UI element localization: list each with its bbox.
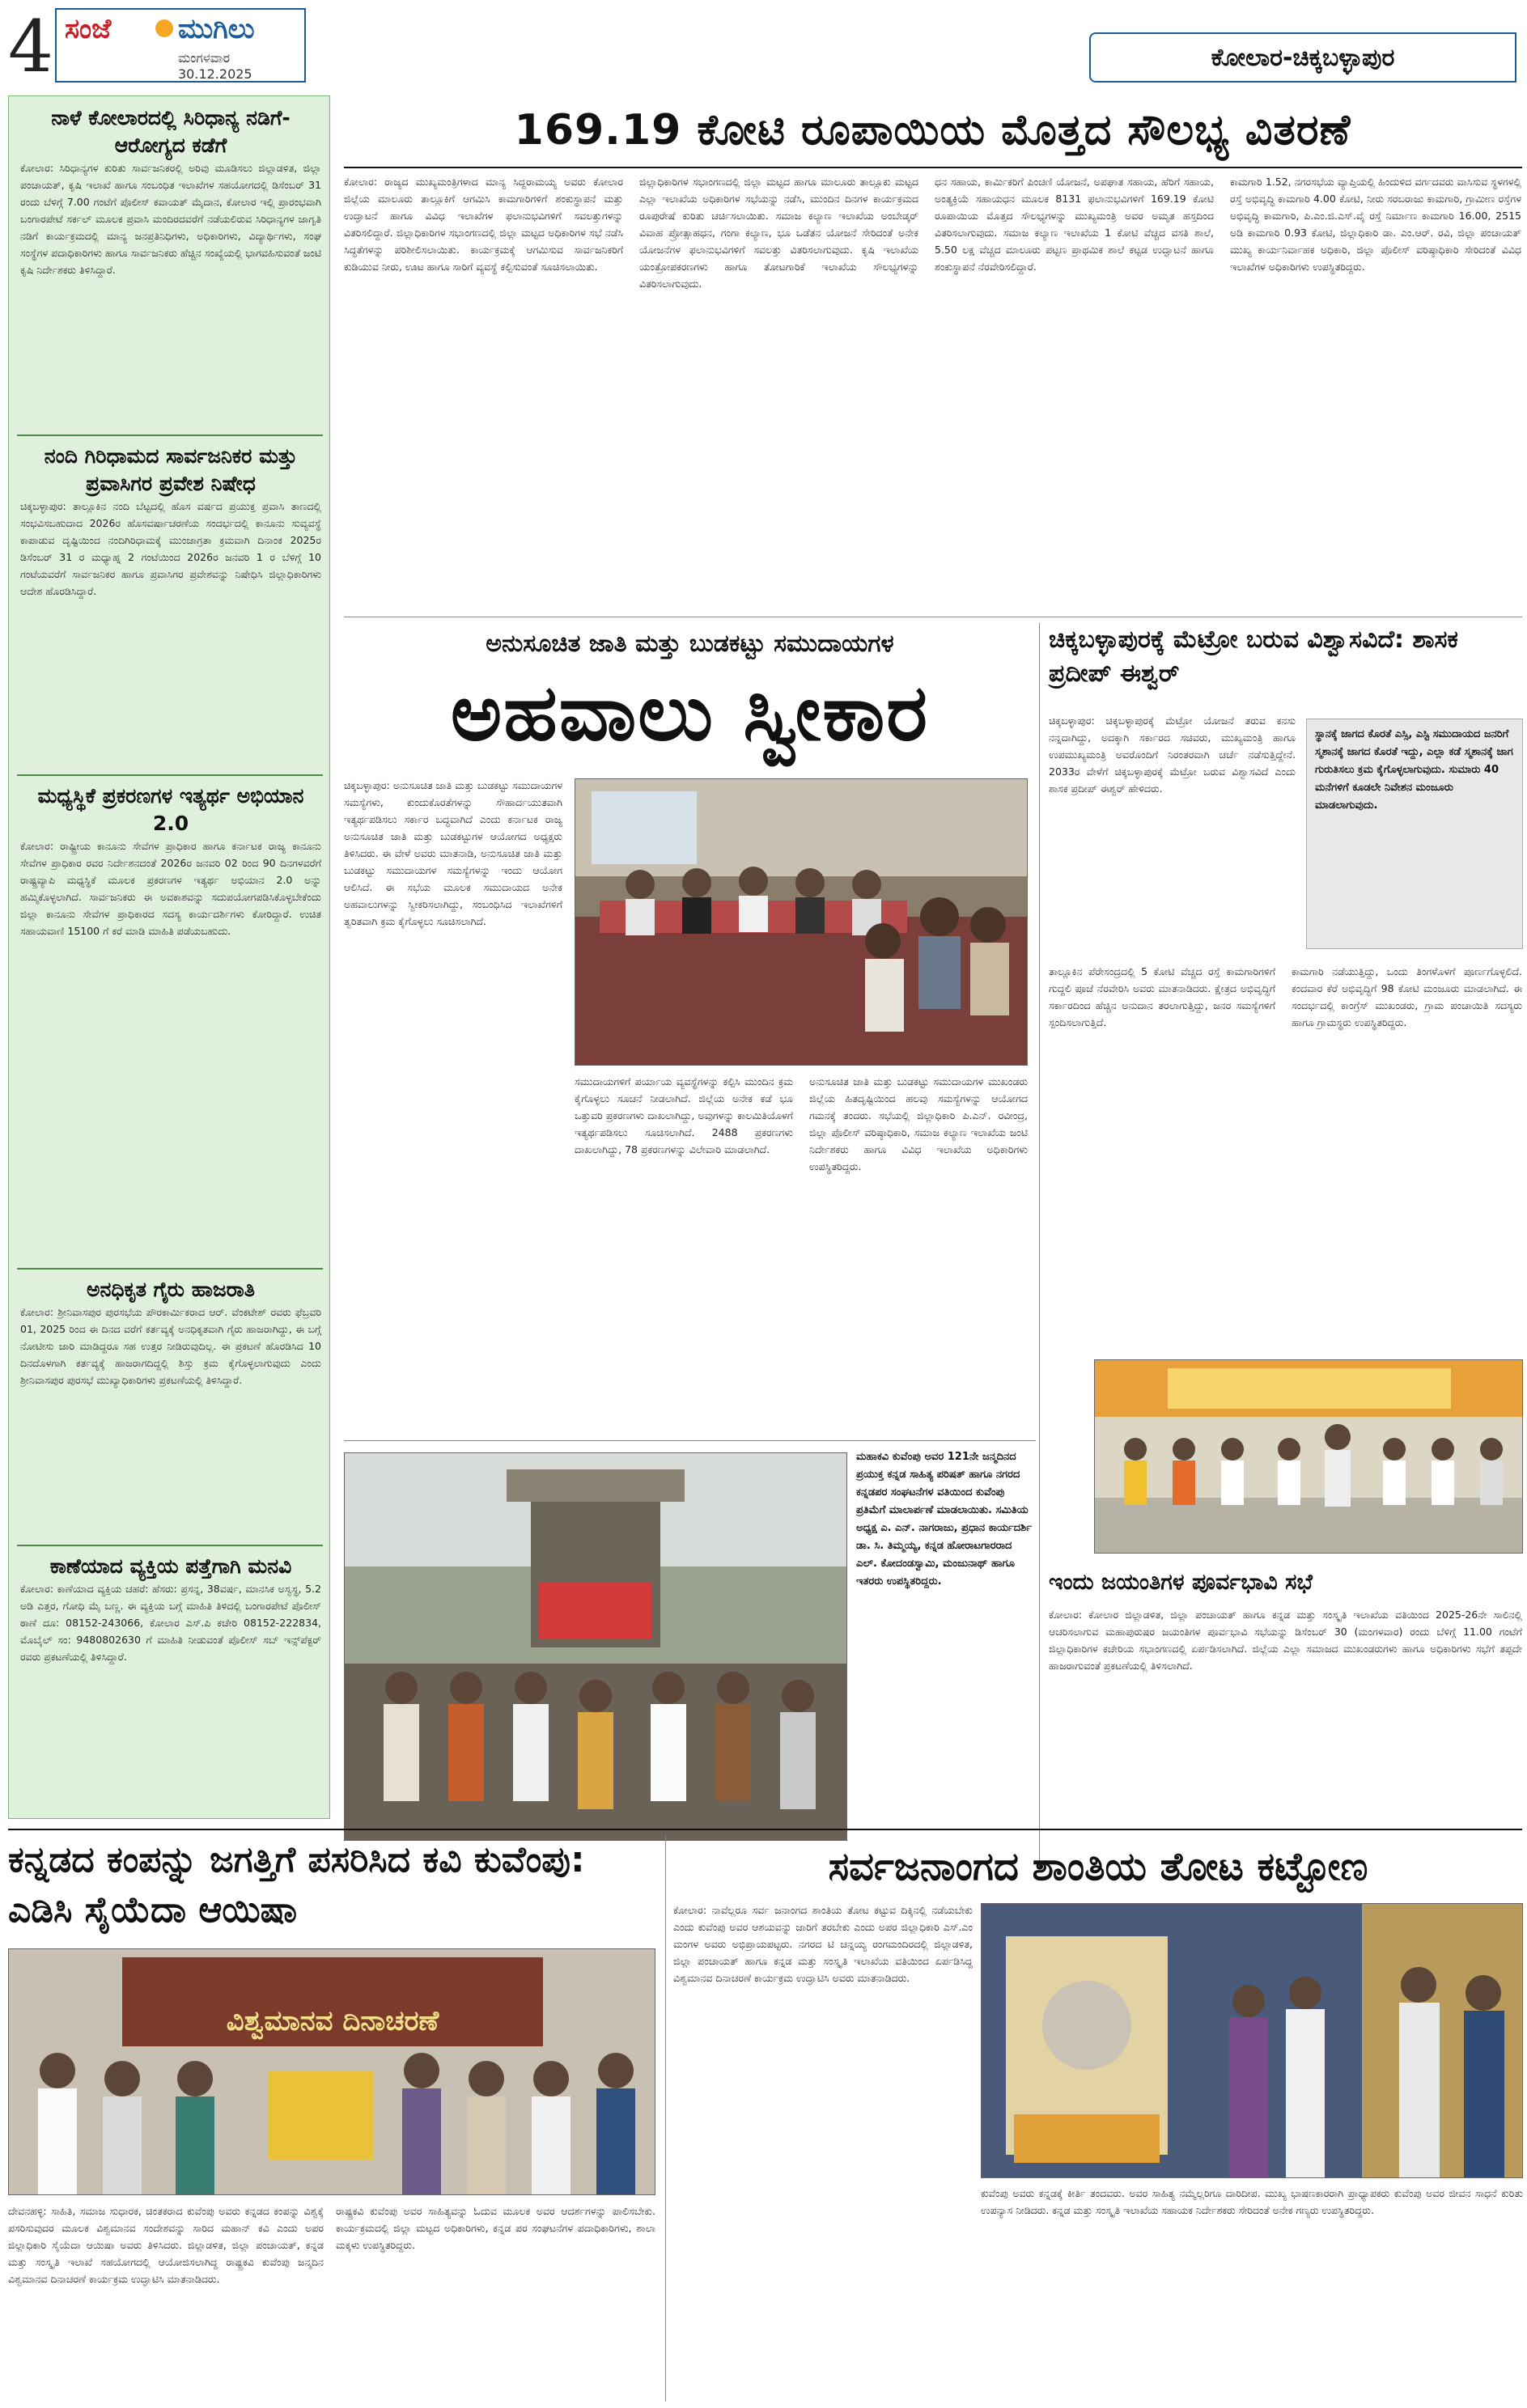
kuvempu-photo-caption: ಮಹಾಕವಿ ಕುವೆಂಪು ಅವರ 121ನೇ ಜನ್ಮದಿನದ ಪ್ರಯುಕ್ತ ಕನ್ನಡ ಸಾಹಿತ್ಯ ಪರಿಷತ್ ಹಾಗೂ ನಗರದ ಕನ್ನಡಪರ ಸಂಘಟನೆಗಳ ವತಿಯಿಂದ ಕುವೆಂಪು ಪ್ರತಿಮೆಗೆ ಮಾಲಾರ್ಪಣೆ ಮಾಡಲಾಯಿತು. ಸಮಿತಿಯ ಅಧ್ಯಕ್ಷ ಎ. ಎನ್. ನಾಗರಾಜು, ಪ್ರಧಾನ ಕಾರ್ಯದರ್ಶಿ ಡಾ. ಸಿ. ತಿಮ್ಮಯ್ಯ, ಕನ್ನಡ ಹೋರಾಟಗಾರರಾದ ಎಲ್. ಕೋದಂಡಸ್ವಾಮಿ, ಮಂಜುನಾಥ್ ಹಾಗೂ ಇತರರು ಉಪಸ್ಥಿತರಿದ್ದರು. [856, 1451, 1033, 1588]
metro-headline: ಚಿಕ್ಕಬಳ್ಳಾಪುರಕ್ಕೆ ಮೆಟ್ರೋ ಬರುವ ವಿಶ್ವಾಸವಿದೆ: ಶಾಸಕ ಪ್ರದೀಪ್ ಈಶ್ವರ್ [1049, 625, 1458, 688]
banner-text: ವಿಶ್ವಮಾನವ ದಿನಾಚರಣೆ [226, 2005, 439, 2037]
metro-body-3: ಕಾಮಗಾರಿ ನಡೆಯುತ್ತಿದ್ದು, ಒಂದು ತಿಂಗಳೊಳಗೆ ಪೂರ್ಣಗೊಳ್ಳಲಿದೆ. ಕಂದವಾರ ಕೆರೆ ಅಭಿವೃದ್ಧಿಗೆ 98 ಕೋಟಿ ಮಂಜೂರು ಮಾಡಲಾಗಿದೆ. ಈ ಸಂದರ್ಭದಲ್ಲಿ ಕಾಂಗ್ರೆಸ್ ಮುಖಂಡರು, ಗ್ರಾಮ ಪಂಚಾಯಿತಿ ಸದಸ್ಯರು ಹಾಗೂ ಗ್ರಾಮಸ್ಥರು ಉಪಸ್ಥಿತರಿದ್ದರು. [1292, 965, 1522, 1028]
jayanti-headline: ಇಂದು ಜಯಂತಿಗಳ ಪೂರ್ವಭಾವಿ ಸಭೆ [1049, 1570, 1313, 1595]
issue-date: 30.12.2025 [178, 66, 252, 82]
page-number: 4 [8, 5, 53, 88]
scst-kicker: ಅನುಸೂಚಿತ ಜಾತಿ ಮತ್ತು ಬುಡಕಟ್ಟು ಸಮುದಾಯಗಳ [486, 630, 894, 658]
brief-title: ಅನಧಿಕೃತ ಗೈರು ಹಾಜರಾತಿ [87, 1278, 255, 1301]
brief-title: ನಂದಿ ಗಿರಿಧಾಮದ ಸಾರ್ವಜನಿಕರ ಮತ್ತು ಪ್ರವಾಸಿಗರ ಪ್ರವೇಶ ನಿಷೇಧ [44, 444, 298, 495]
briefs-column [8, 95, 330, 1819]
divider [17, 435, 323, 436]
divider [1039, 623, 1040, 1861]
brief-title: ಕಾಣೆಯಾದ ವ್ಯಕ್ತಿಯ ಪತ್ತೆಗಾಗಿ ಮನವಿ [49, 1554, 292, 1578]
divider [17, 1268, 323, 1270]
brief-body: ಕೋಲಾರ: ಕಾಣೆಯಾದ ವ್ಯಕ್ತಿಯ ಚಹರೆ: ಹೆಸರು: ಪ್ರಸನ್ನ, 38ವರ್ಷ, ಮಾನಸಿಕ ಅಸ್ವಸ್ಥ, 5.2 ಅಡಿ ಎತ್ತರ, ಗೋಧಿ ಮೈ ಬಣ್ಣ. ಈ ವ್ಯಕ್ತಿಯ ಬಗ್ಗೆ ಮಾಹಿತಿ ತಿಳಿದಲ್ಲಿ ಬಂಗಾರಪೇಟೆ ಪೊಲೀಸ್ ಠಾಣೆ ದೂ: 08152-243066, ಕೋಲಾರ ಎಸ್.ಪಿ ಕಚೇರಿ 08152-222834, ಮೊಬೈಲ್ ಸಂ: 9480802630 ಗೆ ಮಾಹಿತಿ ನೀಡುವಂತೆ ಪೊಲೀಸ್ ಸಬ್ ಇನ್ಸ್‌ಪೆಕ್ಟರ್ ರವರು ಪ್ರಕಟಣೆಯಲ್ಲಿ ತಿಳಿಸಿದ್ದಾರೆ. [20, 1583, 321, 1663]
garden-body-1: ಕೋಲಾರ: ನಾವೆಲ್ಲರೂ ಸರ್ವ ಜನಾಂಗದ ಶಾಂತಿಯ ತೋಟ ಕಟ್ಟುವ ದಿಕ್ಕಿನಲ್ಲಿ ನಡೆಯಬೇಕು ಎಂದು ಕುವೆಂಪು ಅವರ ಆಶಯವನ್ನು ಜಾರಿಗೆ ತರಬೇಕು ಎಂದು ಅಪರ ಜಿಲ್ಲಾಧಿಕಾರಿ ಎಸ್.ಎಂ ಮಂಗಳ ಅವರು ಅಭಿಪ್ರಾಯಪಟ್ಟರು. ನಗರದ ಟಿ ಚನ್ನಯ್ಯ ರಂಗಮಂದಿರದಲ್ಲಿ ಜಿಲ್ಲಾಡಳಿತ, ಜಿಲ್ಲಾ ಪಂಚಾಯತ್ ಹಾಗೂ ಕನ್ನಡ ಮತ್ತು ಸಂಸ್ಕೃತಿ ಇಲಾಖೆಯ ವತಿಯಿಂದ ಏರ್ಪಡಿಸಿದ್ದ ವಿಶ್ವಮಾನವ ದಿನಾಚರಣೆ ಕಾರ್ಯಕ್ರಮ ಉದ್ಘಾಟಿಸಿ ಅವರು ಮಾತನಾಡಿದರು. [673, 1904, 973, 1984]
kuvempu-portrait-photo [981, 1903, 1523, 2178]
metro-body-1: ಚಿಕ್ಕಬಳ್ಳಾಪುರ: ಚಿಕ್ಕಬಳ್ಳಾಪುರಕ್ಕೆ ಮೆಟ್ರೋ ಯೋಜನೆ ತರುವ ಕನಸು ನನ್ನದಾಗಿದ್ದು, ಅದಕ್ಕಾಗಿ ಸರ್ಕಾರದ ಸಚಿವರು, ಮುಖ್ಯಮಂತ್ರಿ ಹಾಗೂ ಉಪಮುಖ್ಯಮಂತ್ರಿ ಅವರೊಂದಿಗೆ ನಿರಂತರವಾಗಿ ಚರ್ಚೆ ನಡೆಸುತ್ತಿದ್ದೇನೆ. 2033ರ ವೇಳೆಗೆ ಚಿಕ್ಕಬಳ್ಳಾಪುರಕ್ಕೆ ಮೆಟ್ರೋ ಬರುವ ವಿಶ್ವಾಸವಿದೆ ಎಂದು ಶಾಸಕ ಪ್ರದೀಪ್ ಈಶ್ವರ್ ಹೇಳಿದರು. [1049, 714, 1296, 795]
divider [665, 1835, 666, 2402]
kuvempu-adc-body-1: ದೇವನಹಳ್ಳಿ: ಸಾಹಿತಿ, ಸಮಾಜ ಸುಧಾರಕ, ಚಿಂತಕರಾದ ಕುವೆಂಪು ಅವರು ಕನ್ನಡದ ಕಂಪನ್ನು ವಿಶ್ವಕ್ಕೆ ಪಸರಿಸುವುದರ ಮೂಲಕ ವಿಶ್ವಮಾನವ ಸಂದೇಶವನ್ನು ಸಾರಿದ ಮಹಾನ್ ಕವಿ ಎಂದು ಅಪರ ಜಿಲ್ಲಾಧಿಕಾರಿ ಸೈಯೆದಾ ಆಯಿಷಾ ಅವರು ತಿಳಿಸಿದರು. ಜಿಲ್ಲಾಡಳಿತ, ಜಿಲ್ಲಾ ಪಂಚಾಯತ್, ಕನ್ನಡ ಮತ್ತು ಸಂಸ್ಕೃತಿ ಇಲಾಖೆ ಸಹಯೋಗದಲ್ಲಿ ಆಯೋಜಿಸಲಾಗಿದ್ದ ರಾಷ್ಟ್ರಕವಿ ಕುವೆಂಪು ಜನ್ಮದಿನ ವಿಶ್ವಮಾನವ ದಿನಾಚರಣೆ ಕಾರ್ಯಕ್ರಮ ಉದ್ಘಾಟಿಸಿ ಮಾತನಾಡಿದರು. [8, 2205, 324, 2285]
lead-col-4: ಕಾಮಗಾರಿ 1.52, ನಗರಸಭೆಯ ವ್ಯಾಪ್ತಿಯಲ್ಲಿ ಹಿಂದುಳಿದ ವರ್ಗದವರು ವಾಸಿಸುವ ಸ್ಥಳಗಳಲ್ಲಿ ರಸ್ತೆ ಅಭಿವೃದ್ಧಿ ಕಾಮಗಾರಿ 4.00 ಕೋಟಿ, ನೀರು ಸರಬರಾಜು ಕಾಮಗಾರಿ, ಗ್ರಾಮೀಣ ರಸ್ತೆಗಳ ಅಭಿವೃದ್ಧಿ ಕಾಮಗಾರಿ, ಪಿ.ಎಂ.ಜಿ.ಎಸ್.ವೈ ರಸ್ತೆ ನಿರ್ಮಾಣ ಕಾಮಗಾರಿ 16.00, 2515 ಅಡಿ ಕಾಮಗಾರಿ 0.93 ಕೋಟಿ, ಜಿಲ್ಲಾಧಿಕಾರಿ ಡಾ. ಎಂ.ಆರ್. ರವಿ, ಜಿಲ್ಲಾ ಪಂಚಾಯತ್ ಮುಖ್ಯ ಕಾರ್ಯನಿರ್ವಾಹಕ ಅಧಿಕಾರಿ, ಜಿಲ್ಲಾ ಪೊಲೀಸ್ ವರಿಷ್ಠಾಧಿಕಾರಿ ಸೇರಿದಂತೆ ವಿವಿಧ ಇಲಾಖೆಗಳ ಅಧಿಕಾರಿಗಳು ಉಪಸ್ಥಿತರಿದ್ದರು. [1230, 176, 1521, 273]
lead-col-1: ಕೋಲಾರ: ರಾಜ್ಯದ ಮುಖ್ಯಮಂತ್ರಿಗಳಾದ ಮಾನ್ಯ ಸಿದ್ದರಾಮಯ್ಯ ಅವರು ಕೋಲಾರ ಜಿಲ್ಲೆಯ ಮಾಲೂರು ತಾಲ್ಲೂಕಿಗೆ ಆಗಮಿಸಿ ಕಾಮಗಾರಿಗಳಿಗೆ ಶಂಕುಸ್ಥಾಪನೆ ಮತ್ತು ಉದ್ಘಾಟನೆ ಹಾಗೂ ವಿವಿಧ ಇಲಾಖೆಗಳ ಫಲಾನುಭವಿಗಳಿಗೆ ಸವಲತ್ತುಗಳನ್ನು ವಿತರಿಸಲಿದ್ದಾರೆ. ಜಿಲ್ಲಾಧಿಕಾರಿಗಳ ಸಭಾಂಗಣದಲ್ಲಿ ಜಿಲ್ಲಾ ಮಟ್ಟದ ಅಧಿಕಾರಿಗಳ ಸಭೆ ನಡೆಸಿ ಸಿದ್ಧತೆಗಳನ್ನು ಪರಿಶೀಲಿಸಲಾಯಿತು. ಕಾರ್ಯಕ್ರಮಕ್ಕೆ ಆಗಮಿಸುವ ಸಾರ್ವಜನಿಕರಿಗೆ ಕುಡಿಯುವ ನೀರು, ಊಟ ಹಾಗೂ ಸಾರಿಗೆ ವ್ಯವಸ್ಥೆ ಕಲ್ಪಿಸುವಂತೆ ಸೂಚಿಸಲಾಯಿತು. [344, 176, 623, 273]
divider [8, 1829, 1522, 1830]
issue-weekday: ಮಂಗಳವಾರ [178, 50, 231, 66]
brief-item [20, 782, 321, 1258]
brief-body: ಕೋಲಾರ: ಶ್ರೀನಿವಾಸಪುರ ಪುರಸಭೆಯ ಪೌರಕಾರ್ಮಿಕರಾದ ಆರ್. ವೆಂಕಟೇಶ್ ರವರು ಫೆಬ್ರವರಿ 01, 2025 ರಿಂದ ಈ ದಿನದ ವರೆಗೆ ಕರ್ತವ್ಯಕ್ಕೆ ಅನಧಿಕೃತವಾಗಿ ಗೈರು ಹಾಜರಾಗಿದ್ದು, ಈ ಬಗ್ಗೆ ನೋಟೀಸು ಜಾರಿ ಮಾಡಿದ್ದರೂ ಸಹ ಉತ್ತರ ನೀಡಿರುವುದಿಲ್ಲ. ಈ ಪ್ರಕಟಣೆ ಹೊರಡಿಸಿದ 10 ದಿನದೊಳಗಾಗಿ ಕರ್ತವ್ಯಕ್ಕೆ ಹಾಜರಾಗದಿದ್ದಲ್ಲಿ ಶಿಸ್ತು ಕ್ರಮ ಕೈಗೊಳ್ಳಲಾಗುವುದು ಎಂದು ಶ್ರೀನಿವಾಸಪುರ ಪುರಸಭೆ ಮುಖ್ಯಾಧಿಕಾರಿಗಳು ಪ್ರಕಟಣೆಯಲ್ಲಿ ತಿಳಿಸಿದ್ದಾರೆ. [20, 1306, 321, 1386]
sun-icon [155, 19, 173, 37]
lead-col-2: ಜಿಲ್ಲಾಧಿಕಾರಿಗಳ ಸಭಾಂಗಣದಲ್ಲಿ ಜಿಲ್ಲಾ ಮಟ್ಟದ ಹಾಗೂ ಮಾಲೂರು ತಾಲ್ಲೂಕು ಮಟ್ಟದ ಎಲ್ಲಾ ಇಲಾಖೆಯ ಅಧಿಕಾರಿಗಳ ಸಭೆಯನ್ನು ನಡೆಸಿ, ಮುಂದಿನ ದಿನಗಳ ಕಾರ್ಯಕ್ರಮದ ರೂಪುರೇಷೆ ಕುರಿತು ಚರ್ಚಿಸಲಾಯಿತು. ಸಮಾಜ ಕಲ್ಯಾಣ ಇಲಾಖೆಯ ಅಂಬೇಡ್ಕರ್ ವಿವಾಹ ಪ್ರೋತ್ಸಾಹಧನ, ಗಂಗಾ ಕಲ್ಯಾಣ, ಭೂ ಒಡೆತನ ಯೋಜನೆ ಸೇರಿದಂತೆ ಅನೇಕ ಯೋಜನೆಗಳ ಫಲಾನುಭವಿಗಳಿಗೆ ಸವಲತ್ತು ವಿತರಿಸಲಾಗುವುದು. ಕೃಷಿ ಇಲಾಖೆಯ ಯಂತ್ರೋಪಕರಣಗಳು ಹಾಗೂ ತೋಟಗಾರಿಕೆ ಇಲಾಖೆಯ ಸೌಲಭ್ಯಗಳನ್ನು ವಿತರಿಸಲಾಗುವುದು. [639, 176, 918, 290]
brief-item [20, 443, 321, 765]
section-tag: ಕೋಲಾರ-ಚಿಕ್ಕಬಳ್ಳಾಪುರ [1089, 32, 1516, 83]
brief-title: ನಾಳೆ ಕೋಲಾರದಲ್ಲಿ ಸಿರಿಧಾನ್ಯ ನಡಿಗೆ-ಆರೋಗ್ಯದ ಕಡೆಗೆ [51, 106, 291, 157]
divider [17, 774, 323, 776]
meeting-photo [575, 778, 1028, 1066]
scst-body-2: ಸಮುದಾಯಗಳಿಗೆ ಪರ್ಯಾಯ ವ್ಯವಸ್ಥೆಗಳನ್ನು ಕಲ್ಪಿಸಿ ಮುಂದಿನ ಕ್ರಮ ಕೈಗೊಳ್ಳಲು ಸೂಚನೆ ನೀಡಲಾಗಿದೆ. ಜಿಲ್ಲೆಯ ಅನೇಕ ಕಡೆ ಭೂ ಒತ್ತುವರಿ ಪ್ರಕರಣಗಳು ದಾಖಲಾಗಿದ್ದು, ಅವುಗಳನ್ನು ಕಾಲಮಿತಿಯೊಳಗೆ ಇತ್ಯರ್ಥಪಡಿಸಲು ಸೂಚಿಸಲಾಗಿದೆ. 2488 ಪ್ರಕರಣಗಳು ದಾಖಲಾಗಿದ್ದು, 78 ಪ್ರಕರಣಗಳನ್ನು ವಿಲೇವಾರಿ ಮಾಡಲಾಗಿದೆ. [575, 1075, 793, 1155]
brief-title: ಮಧ್ಯಸ್ಥಿಕೆ ಪ್ರಕರಣಗಳ ಇತ್ಯರ್ಥ ಅಭಿಯಾನ 2.0 [37, 784, 304, 835]
garden-body-2: ಕುವೆಂಪು ಅವರು ಕನ್ನಡಕ್ಕೆ ಕೀರ್ತಿ ತಂದವರು. ಅವರ ಸಾಹಿತ್ಯ ನಮ್ಮೆಲ್ಲರಿಗೂ ದಾರಿದೀಪ. ಮುಖ್ಯ ಭಾಷಣಕಾರರಾಗಿ ಪ್ರಾಧ್ಯಾಪಕರು ಕುವೆಂಪು ಅವರ ಜೀವನ ಸಾಧನೆ ಕುರಿತು ಉಪನ್ಯಾಸ ನೀಡಿದರು. ಕನ್ನಡ ಮತ್ತು ಸಂಸ್ಕೃತಿ ಇಲಾಖೆಯ ಸಹಾಯಕ ನಿರ್ದೇಶಕರು ಸೇರಿದಂತೆ ಅನೇಕ ಗಣ್ಯರು ಉಪಸ್ಥಿತರಿದ್ದರು. [981, 2187, 1523, 2216]
scst-body-3: ಅನುಸೂಚಿತ ಜಾತಿ ಮತ್ತು ಬುಡಕಟ್ಟು ಸಮುದಾಯಗಳ ಮುಖಂಡರು ಜಿಲ್ಲೆಯ ಹಿತದೃಷ್ಟಿಯಿಂದ ಹಲವು ಸಮಸ್ಯೆಗಳನ್ನು ಆಯೋಗದ ಗಮನಕ್ಕೆ ತಂದರು. ಸಭೆಯಲ್ಲಿ ಜಿಲ್ಲಾಧಿಕಾರಿ ಪಿ.ಎನ್. ರವೀಂದ್ರ, ಜಿಲ್ಲಾ ಪೊಲೀಸ್ ವರಿಷ್ಠಾಧಿಕಾರಿ, ಸಮಾಜ ಕಲ್ಯಾಣ ಇಲಾಖೆಯ ಜಂಟಿ ನಿರ್ದೇಶಕರು ಹಾಗೂ ವಿವಿಧ ಇಲಾಖೆಯ ಅಧಿಕಾರಿಗಳು ಉಪಸ್ಥಿತರಿದ್ದರು. [809, 1075, 1028, 1172]
scst-body-1: ಚಿಕ್ಕಬಳ್ಳಾಪುರ: ಅನುಸೂಚಿತ ಜಾತಿ ಮತ್ತು ಬುಡಕಟ್ಟು ಸಮುದಾಯಗಳ ಸಮಸ್ಯೆಗಳು, ಕುಂದುಕೊರತೆಗಳನ್ನು ಸೌಹಾರ್ದಯುತವಾಗಿ ಇತ್ಯರ್ಥಪಡಿಸಲು ಸರ್ಕಾರ ಬದ್ಧವಾಗಿದೆ ಎಂದು ಕರ್ನಾಟಕ ರಾಜ್ಯ ಅನುಸೂಚಿತ ಜಾತಿ ಮತ್ತು ಬುಡಕಟ್ಟುಗಳ ಆಯೋಗದ ಅಧ್ಯಕ್ಷರು ತಿಳಿಸಿದರು. ಈ ವೇಳೆ ಅವರು ಮಾತನಾಡಿ, ಅನುಸೂಚಿತ ಜಾತಿ ಮತ್ತು ಬುಡಕಟ್ಟು ಸಮುದಾಯಗಳ ಸಮಸ್ಯೆಗಳನ್ನು ಇಂದು ಆಯೋಗ ಆಲಿಸಿದೆ. ಈ ಸಭೆಯ ಮೂಲಕ ಸಮುದಾಯದ ಅನೇಕ ಅಹವಾಲುಗಳನ್ನು ಸ್ವೀಕರಿಸಲಾಗಿದ್ದು, ಸಂಬಂಧಿಸಿದ ಇಲಾಖೆಗಳಿಗೆ ತ್ವರಿತವಾಗಿ ಕ್ರಮ ಕೈಗೊಳ್ಳಲು ಸೂಚಿಸಲಾಗಿದೆ. [344, 779, 562, 927]
jayanti-body: ಕೋಲಾರ: ಕೋಲಾರ ಜಿಲ್ಲಾಡಳಿತ, ಜಿಲ್ಲಾ ಪಂಚಾಯತ್ ಹಾಗೂ ಕನ್ನಡ ಮತ್ತು ಸಂಸ್ಕೃತಿ ಇಲಾಖೆಯ ವತಿಯಿಂದ 2025-26ನೇ ಸಾಲಿನಲ್ಲಿ ಆಚರಿಸಲಾಗುವ ಮಹಾಪುರುಷರ ಜಯಂತಿಗಳ ಪೂರ್ವಭಾವಿ ಸಭೆಯನ್ನು ಡಿಸೆಂಬರ್ 30 (ಮಂಗಳವಾರ) ರಂದು ಬೆಳಿಗ್ಗೆ 11.00 ಗಂಟೆಗೆ ಜಿಲ್ಲಾಧಿಕಾರಿಗಳ ಕಚೇರಿಯ ಸಭಾಂಗಣದಲ್ಲಿ ಏರ್ಪಡಿಸಲಾಗಿದೆ. ಜಿಲ್ಲೆಯ ಎಲ್ಲಾ ಸಮಾಜದ ಮುಖಂಡರುಗಳು ಹಾಗೂ ಅಧಿಕಾರಿಗಳು ಸಭೆಗೆ ತಪ್ಪದೇ ಹಾಜರಾಗುವಂತೆ ಪ್ರಕಟಣೆಯಲ್ಲಿ ತಿಳಿಸಲಾಗಿದೆ. [1049, 1609, 1522, 1672]
brief-item [20, 1276, 321, 1538]
kuvempu-adc-headline: ಕನ್ನಡದ ಕಂಪನ್ನು ಜಗತ್ತಿಗೆ ಪಸರಿಸಿದ ಕವಿ ಕುವೆಂಪು: ಎಡಿಸಿ ಸೈಯೆದಾ ಆಯಿಷಾ [8, 1839, 585, 1931]
lead-col-3: ಧನ ಸಹಾಯ, ಕಾರ್ಮಿಕರಿಗೆ ಪಿಂಚಣಿ ಯೋಜನೆ, ಅಪಘಾತ ಸಹಾಯ, ಹೆರಿಗೆ ಸಹಾಯ, ಅಂತ್ಯಕ್ರಿಯೆ ಸಹಾಯಧನ ಮೂಲಕ 8131 ಫಲಾನುಭವಿಗಳಿಗೆ 169.19 ಕೋಟಿ ರೂಪಾಯಿಯ ಮೊತ್ತದ ಸೌಲಭ್ಯಗಳನ್ನು ಮುಖ್ಯಮಂತ್ರಿ ಅವರ ಅಮೃತ ಹಸ್ತದಿಂದ ವಿತರಿಸಲಾಗುವುದು. ಸಮಾಜ ಕಲ್ಯಾಣ ಇಲಾಖೆಯ 1 ಕೋಟಿ ವೆಚ್ಚದ ವಸತಿ ಶಾಲೆ, 5.50 ಲಕ್ಷ ವೆಚ್ಚದ ಮಾಲೂರು ಪಟ್ಟಣ ಪ್ರಾಥಮಿಕ ಶಾಲೆ ಕಟ್ಟಡ ಉದ್ಘಾಟನೆ ಹಾಗೂ ಶಂಕುಸ್ಥಾಪನೆ ನೆರವೇರಿಸಲಿದ್ದಾರೆ. [935, 176, 1214, 273]
brief-item [20, 1553, 321, 1766]
garden-headline: ಸರ್ವಜನಾಂಗದ ಶಾಂತಿಯ ತೋಟ ಕಟ್ಟೋಣ [828, 1844, 1368, 1889]
brief-body: ಕೋಲಾರ: ಸಿರಿಧಾನ್ಯಗಳ ಕುರಿತು ಸಾರ್ವಜನಿಕರಲ್ಲಿ ಅರಿವು ಮೂಡಿಸಲು ಜಿಲ್ಲಾಡಳಿತ, ಜಿಲ್ಲಾ ಪಂಚಾಯತ್, ಕೃಷಿ ಇಲಾಖೆ ಹಾಗೂ ಸಂಬಂಧಿತ ಇಲಾಖೆಗಳ ಸಹಯೋಗದಲ್ಲಿ ಡಿಸೆಂಬರ್ 31 ರಂದು ಬೆಳಿಗ್ಗೆ 7.00 ಗಂಟೆಗೆ ಪೊಲೀಸ್ ಕವಾಯತ್ ಮೈದಾನ, ಕೋಲಾರ ಇಲ್ಲಿ ಪ್ರಾರಂಭವಾಗಿ ಬಂಗಾರಪೇಟೆ ಸರ್ಕಲ್ ಮೂಲಕ ಪ್ರವಾಸಿ ಮಂದಿರದವರೆಗೆ ನಡೆಯಲಿರುವ ಸಿರಿಧಾನ್ಯಗಳ ಜಾಗೃತಿ ನಡಿಗೆ ಕಾರ್ಯಕ್ರಮದಲ್ಲಿ ಮಾನ್ಯ ಜನಪ್ರತಿನಿಧಿಗಳು, ಅಧಿಕಾರಿಗಳು, ವಿದ್ಯಾರ್ಥಿಗಳು, ಸಂಘ ಸಂಸ್ಥೆಗಳ ಪದಾಧಿಕಾರಿಗಳು ಹಾಗೂ ಸಾರ್ವಜನಿಕರು ಹೆಚ್ಚಿನ ಸಂಖ್ಯೆಯಲ್ಲಿ ಭಾಗವಹಿಸುವಂತೆ ಜಂಟಿ ಕೃಷಿ ನಿರ್ದೇಶಕರು ತಿಳಿಸಿದ್ದಾರೆ. [20, 162, 321, 276]
kuvempu-statue-photo [344, 1452, 847, 1841]
paper-name-part2: ಮುಗಿಲು [178, 13, 255, 45]
kuvempu-adc-body-2: ರಾಷ್ಟ್ರಕವಿ ಕುವೆಂಪು ಅವರ ಸಾಹಿತ್ಯವನ್ನು ಓದುವ ಮೂಲಕ ಅವರ ಆದರ್ಶಗಳನ್ನು ಪಾಲಿಸಬೇಕು. ಕಾರ್ಯಕ್ರಮದಲ್ಲಿ ಜಿಲ್ಲಾ ಮಟ್ಟದ ಅಧಿಕಾರಿಗಳು, ಕನ್ನಡ ಪರ ಸಂಘಟನೆಗಳ ಪದಾಧಿಕಾರಿಗಳು, ಶಾಲಾ ಮಕ್ಕಳು ಉಪಸ್ಥಿತರಿದ್ದರು. [336, 2205, 655, 2251]
divider [344, 1440, 1036, 1441]
kuvempu-adc-photo [8, 1948, 655, 2195]
lead-headline: 169.19 ಕೋಟಿ ರೂಪಾಯಿಯ ಮೊತ್ತದ ಸೌಲಭ್ಯ ವಿತರಣೆ [514, 106, 1351, 155]
metro-highlight-box: ಸ್ಥಾನಕ್ಕೆ ಜಾಗದ ಕೊರತೆ ಎಸ್ಸಿ, ಎಸ್ಟಿ ಸಮುದಾಯದ ಜನರಿಗೆ ಸ್ಮಶಾನಕ್ಕೆ ಜಾಗದ ಕೊರತೆ ಇದ್ದು, ಎಲ್ಲಾ ಕಡೆ ಸ್ಮಶಾನಕ್ಕೆ ಜಾಗ ಗುರುತಿಸಲು ಕ್ರಮ ಕೈಗೊಳ್ಳಲಾಗುವುದು. ಸುಮಾರು 40 ಮನೆಗಳಿಗೆ ಕೂಡಲೇ ನಿವೇಶನ ಮಂಜೂರು ಮಾಡಲಾಗುವುದು. [1306, 719, 1523, 949]
divider [17, 1545, 323, 1546]
brief-body: ಚಿಕ್ಕಬಳ್ಳಾಪುರ: ತಾಲ್ಲೂಕಿನ ನಂದಿ ಬೆಟ್ಟದಲ್ಲಿ ಹೊಸ ವರ್ಷದ ಪ್ರಯುಕ್ತ ಪ್ರವಾಸಿ ತಾಣದಲ್ಲಿ ಸಂಭವಿಸಬಹುದಾದ 2026ರ ಹೊಸವರ್ಷಾಚರಣೆಯ ಸಂದರ್ಭದಲ್ಲಿ ಕಾನೂನು ಸುವ್ಯವಸ್ಥೆ ಕಾಪಾಡುವ ದೃಷ್ಟಿಯಿಂದ ನಂದಿಗಿರಿಧಾಮಕ್ಕೆ ಮುಂಜಾಗ್ರತಾ ಕ್ರಮವಾಗಿ ದಿನಾಂಕ 2025ರ ಡಿಸೆಂಬರ್ 31 ರ ಮಧ್ಯಾಹ್ನ 2 ಗಂಟೆಯಿಂದ 2026ರ ಜನವರಿ 1 ರ ಬೆಳಿಗ್ಗೆ 10 ಗಂಟೆಯವರೆಗೆ ಸಾರ್ವಜನಿಕರ ಹಾಗೂ ಪ್ರವಾಸಿಗರ ಪ್ರವೇಶವನ್ನು ನಿಷೇಧಿಸಿ ಜಿಲ್ಲಾಧಿಕಾರಿಗಳು ಆದೇಶ ಹೊರಡಿಸಿದ್ದಾರೆ. [20, 500, 321, 597]
scst-headline: ಅಹವಾಲು ಸ್ವೀಕಾರ [450, 668, 930, 758]
brief-body: ಕೋಲಾರ: ರಾಷ್ಟ್ರೀಯ ಕಾನೂನು ಸೇವೆಗಳ ಪ್ರಾಧಿಕಾರ ಹಾಗೂ ಕರ್ನಾಟಕ ರಾಜ್ಯ ಕಾನೂನು ಸೇವೆಗಳ ಪ್ರಾಧಿಕಾರ ರವರ ನಿರ್ದೇಶನದಂತೆ 2026ರ ಜನವರಿ 02 ರಿಂದ 90 ದಿನಗಳವರೆಗೆ ರಾಷ್ಟ್ರವ್ಯಾಪಿ ಮಧ್ಯಸ್ಥಿಕೆ ಮೂಲಕ ಪ್ರಕರಣಗಳ ಇತ್ಯರ್ಥ ಅಭಿಯಾನ 2.0 ಅನ್ನು ಹಮ್ಮಿಕೊಳ್ಳಲಾಗಿದೆ. ಸಾರ್ವಜನಿಕರು ಈ ಅವಕಾಶವನ್ನು ಸದುಪಯೋಗಪಡಿಸಿಕೊಳ್ಳಬೇಕೆಂದು ಜಿಲ್ಲಾ ಕಾನೂನು ಸೇವೆಗಳ ಪ್ರಾಧಿಕಾರದ ಸದಸ್ಯ ಕಾರ್ಯದರ್ಶಿಗಳು ಕೋರಿದ್ದಾರೆ. ಉಚಿತ ಸಹಾಯವಾಣಿ 15100 ಗೆ ಕರೆ ಮಾಡಿ ಮಾಹಿತಿ ಪಡೆಯಬಹುದು. [20, 840, 321, 937]
divider [344, 167, 1522, 168]
paper-logo [55, 8, 306, 83]
paper-name-part1: ಸಂಜೆ [65, 13, 112, 45]
brief-item [20, 104, 321, 435]
metro-body-2: ತಾಲ್ಲೂಕಿನ ಪೆರೇಸಂದ್ರದಲ್ಲಿ 5 ಕೋಟಿ ವೆಚ್ಚದ ರಸ್ತೆ ಕಾಮಗಾರಿಗಳಿಗೆ ಗುದ್ದಲಿ ಪೂಜೆ ನೆರವೇರಿಸಿ ಅವರು ಮಾತನಾಡಿದರು. ಕ್ಷೇತ್ರದ ಅಭಿವೃದ್ಧಿಗೆ ಸರ್ಕಾರದಿಂದ ಹೆಚ್ಚಿನ ಅನುದಾನ ತರಲಾಗುತ್ತಿದ್ದು, ಜನರ ಸಮಸ್ಯೆಗಳಿಗೆ ಸ್ಪಂದಿಸಲಾಗುತ್ತಿದೆ. [1049, 965, 1275, 1028]
metro-event-photo [1094, 1359, 1523, 1554]
